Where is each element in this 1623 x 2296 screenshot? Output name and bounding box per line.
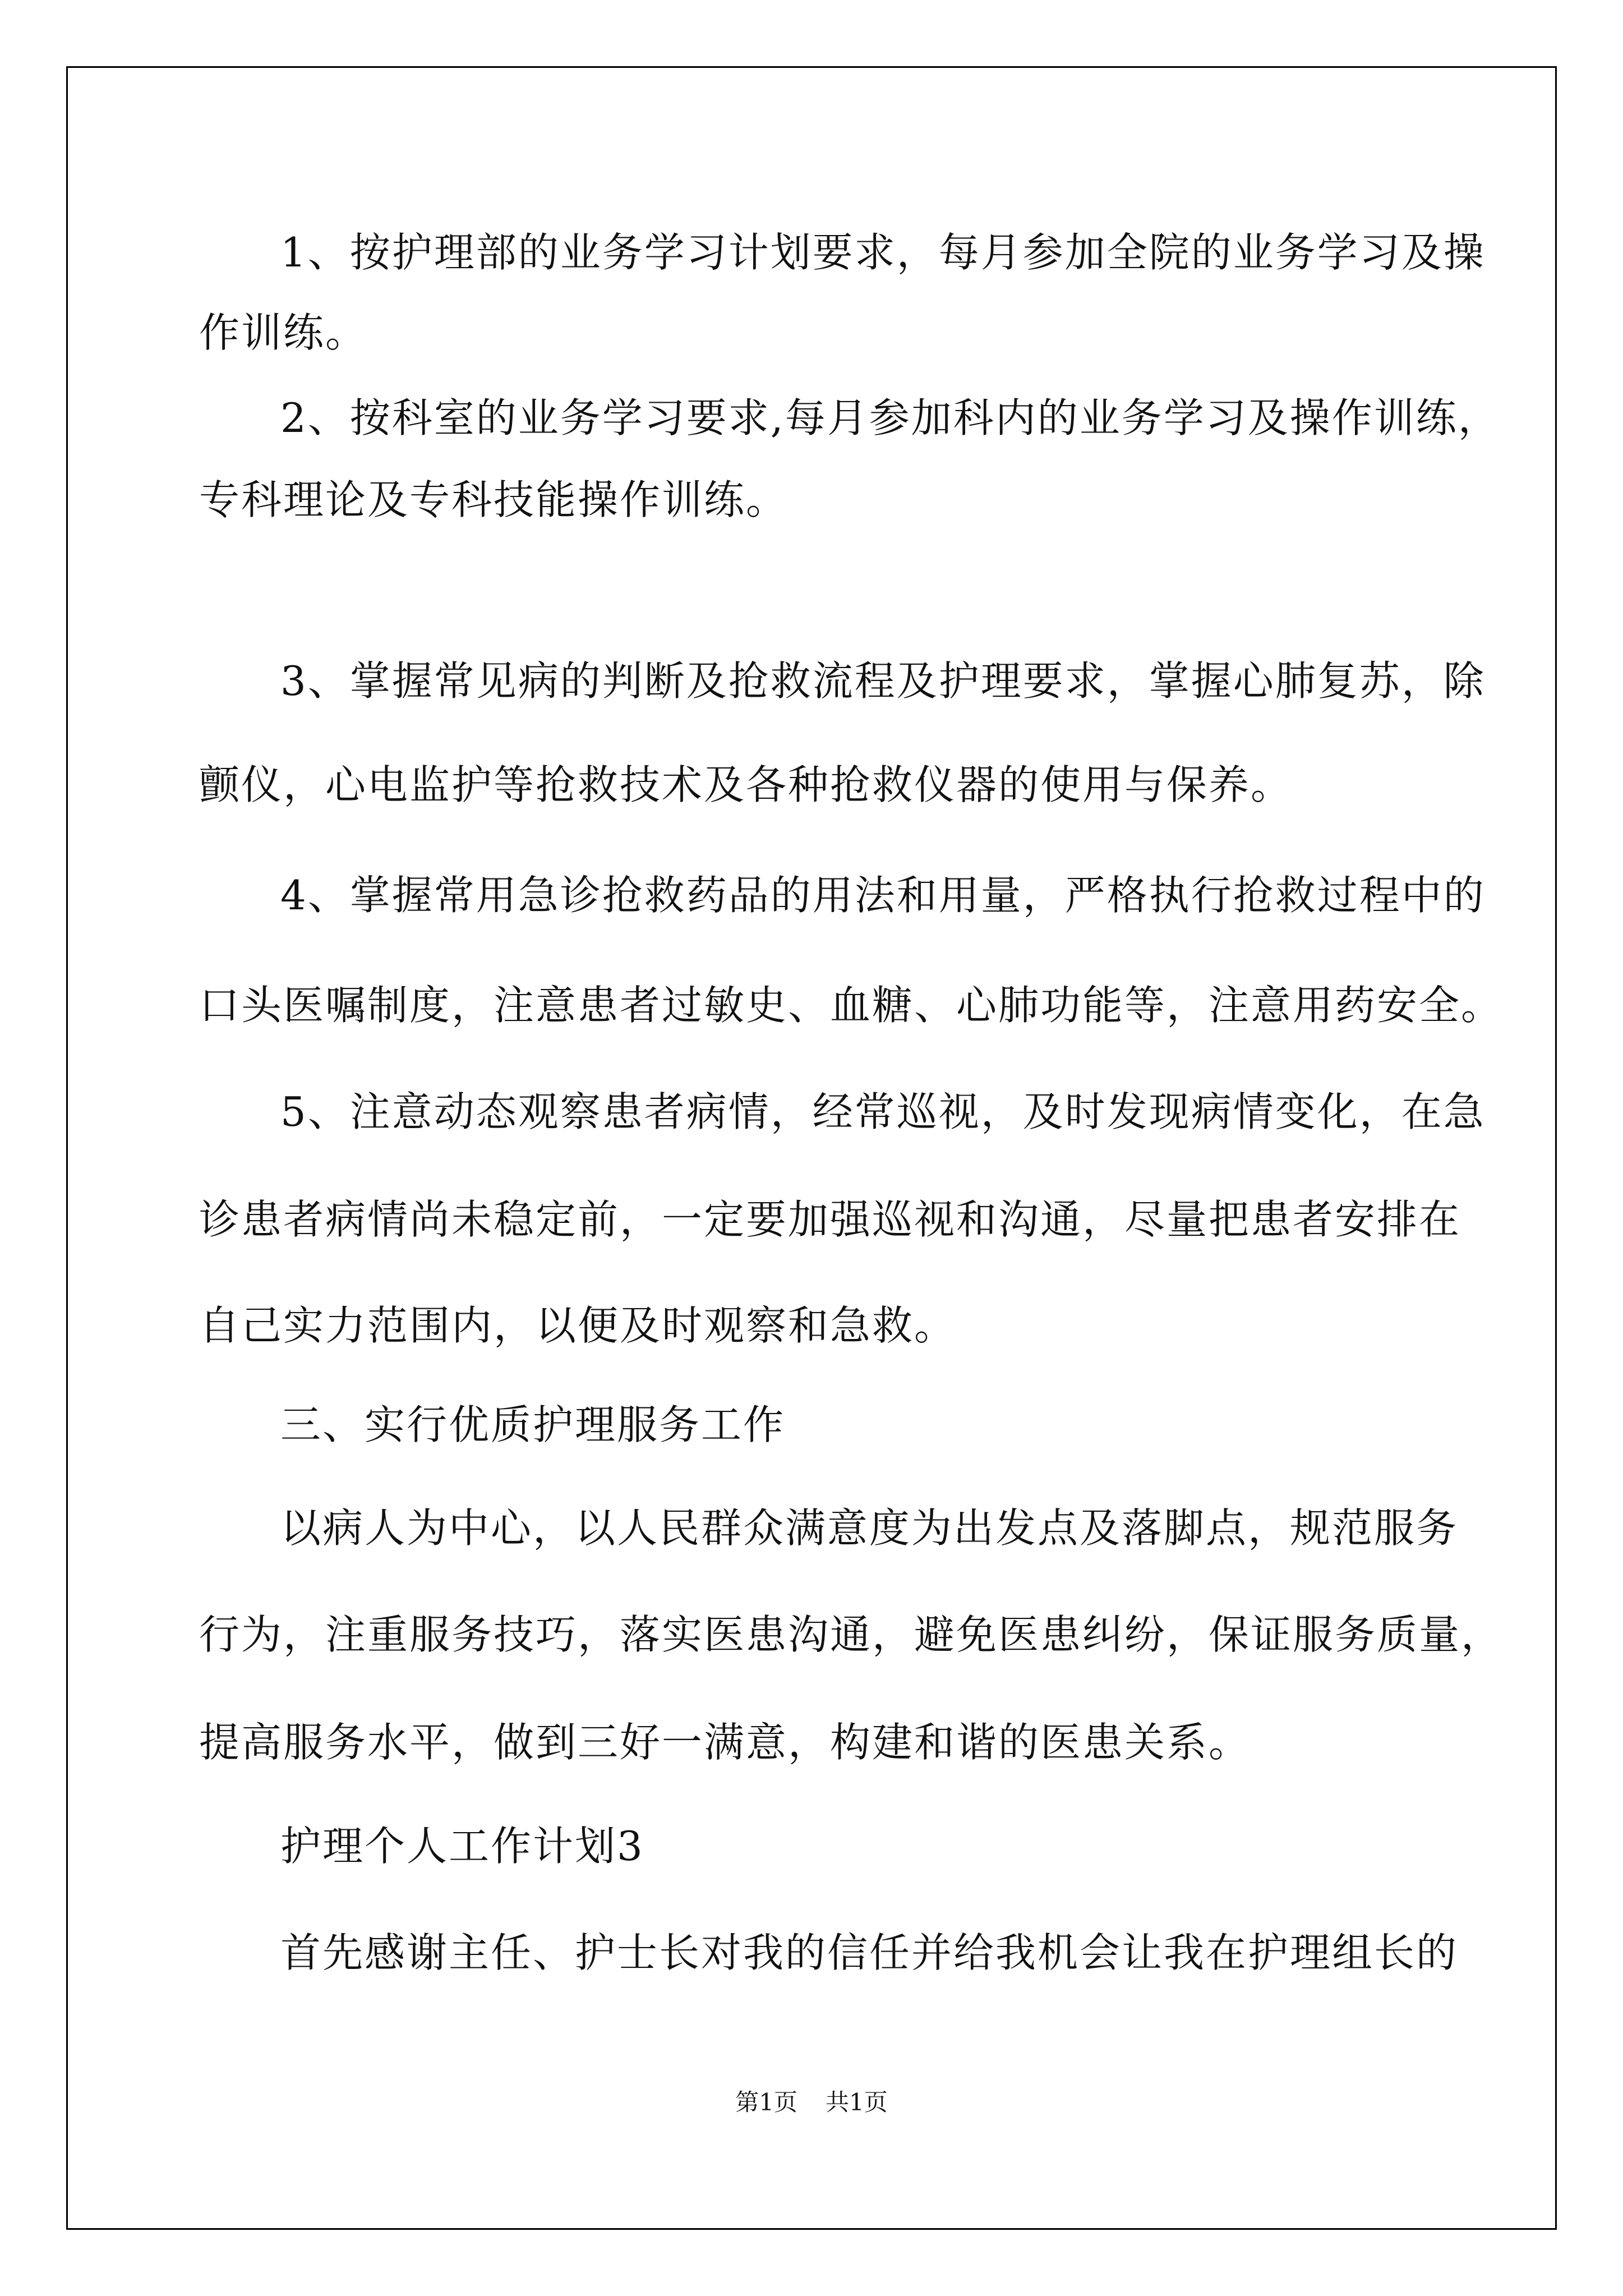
section-heading: 护理个人工作计划3	[280, 1823, 644, 1870]
paragraph-line: 4、掌握常用急诊抢救药品的用法和用量，严格执行抢救过程中的	[280, 872, 1486, 919]
paragraph-line: 首先感谢主任、护士长对我的信任并给我机会让我在护理组长的	[280, 1929, 1459, 1976]
paragraph-line: 颤仪，心电监护等抢救技术及各种抢救仪器的使用与保养。	[199, 761, 1293, 808]
paragraph-line: 口头医嘱制度，注意患者过敏史、血糖、心肺功能等，注意用药安全。	[199, 982, 1504, 1029]
paragraph-line: 以病人为中心，以人民群众满意度为出发点及落脚点，规范服务	[280, 1504, 1459, 1552]
page-footer	[0, 2086, 1623, 2119]
paragraph-line: 专科理论及专科技能操作训练。	[199, 476, 789, 523]
paragraph-line: 5、注意动态观察患者病情，经常巡视，及时发现病情变化，在急	[280, 1088, 1486, 1135]
section-heading: 三、实行优质护理服务工作	[280, 1401, 786, 1448]
paragraph-line: 行为，注重服务技巧，落实医患沟通，避免医患纠纷，保证服务质量，	[199, 1611, 1504, 1658]
paragraph-line: 诊患者病情尚未稳定前，一定要加强巡视和沟通，尽量把患者安排在	[199, 1196, 1461, 1243]
paragraph-line: 2、按科室的业务学习要求,每月参加科内的业务学习及操作训练，	[280, 394, 1500, 441]
paragraph-line: 自己实力范围内，以便及时观察和急救。	[199, 1302, 957, 1349]
page-number: 第1页	[735, 2088, 797, 2116]
paragraph-line: 1、按护理部的业务学习计划要求，每月参加全院的业务学习及操	[280, 229, 1486, 276]
paragraph-line: 提高服务水平，做到三好一满意，构建和谐的医患关系。	[199, 1719, 1251, 1766]
paragraph-line: 作训练。	[199, 309, 368, 356]
page-total: 共1页	[826, 2088, 888, 2116]
paragraph-line: 3、掌握常见病的判断及抢救流程及护理要求，掌握心肺复苏，除	[280, 657, 1486, 705]
